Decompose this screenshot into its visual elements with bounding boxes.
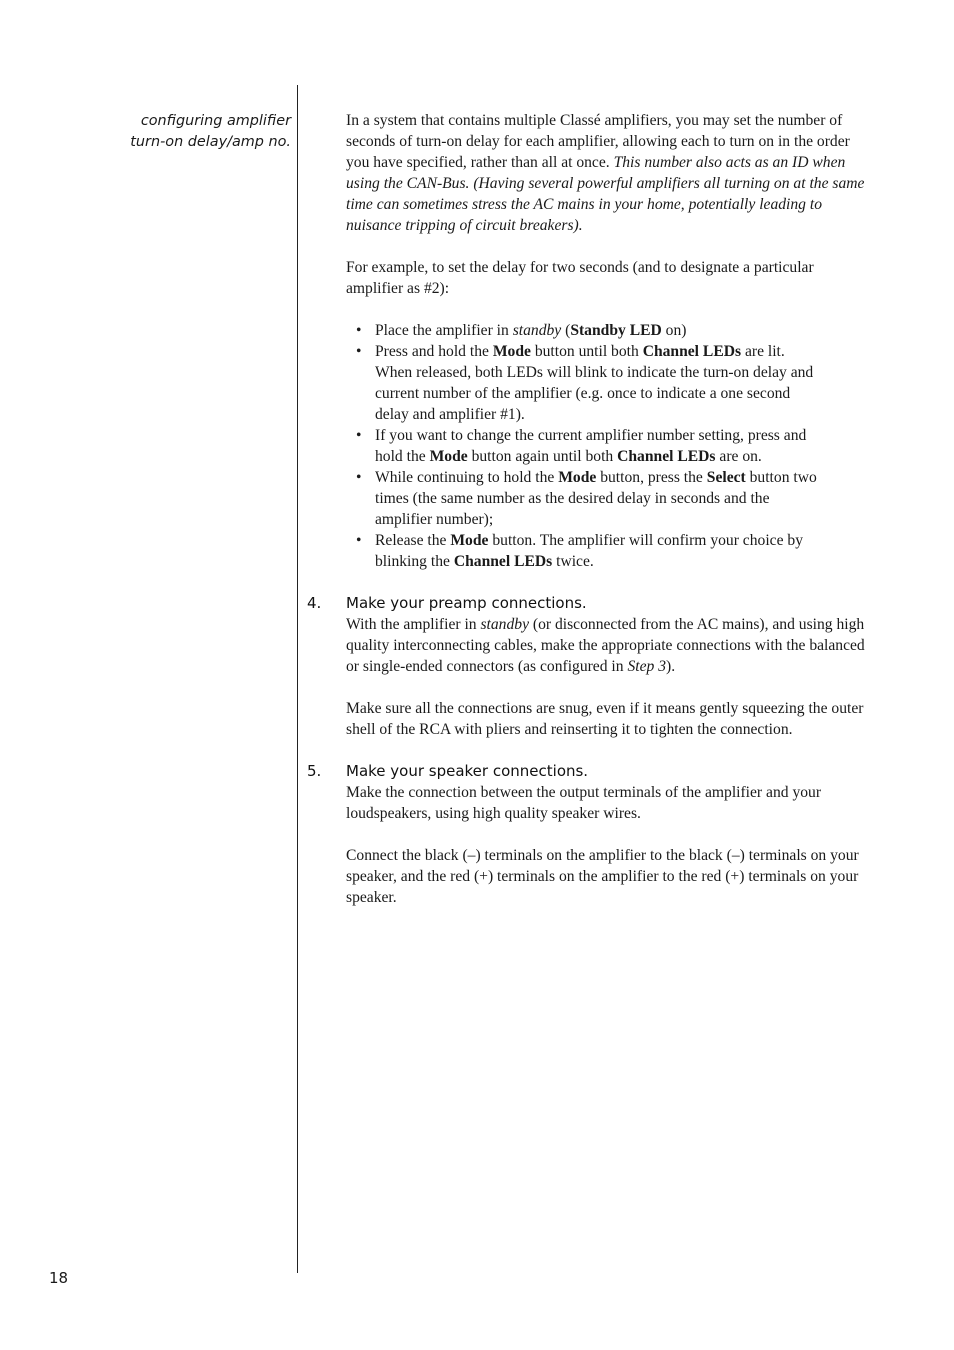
step-4-heading <box>307 593 866 614</box>
step-4-title: Make your preamp connections. <box>346 594 587 612</box>
list-item: • If you want to change the current amplifier number setting, press and hold the Mode button again until both Channel LEDs are on. <box>346 425 821 467</box>
intro-italic-note: This number also acts as an ID when using the CAN-Bus. (Having several powerful amplifiers all turning on at the same time can sometimes stress the AC mains in your home, potentially leading to nuisance tripping of circuit breakers). <box>346 154 865 234</box>
section-heading-line-2: turn-on delay/amp no. <box>130 134 291 150</box>
intro-paragraph <box>346 110 866 236</box>
instruction-list <box>346 320 866 572</box>
step-5-paragraph-2: Connect the black (–) terminals on the amplifier to the black (–) terminals on your speaker, and the red (+) terminals on the amplifier to the red (+) terminals on your speaker. <box>346 847 859 906</box>
example-paragraph: For example, to set the delay for two seconds (and to designate a particular amplifier as #2): <box>346 259 814 297</box>
list-item: • While continuing to hold the Mode button, press the Select button two times (the same number as the desired delay in seconds and the amplifier number); <box>346 467 821 530</box>
list-item: • Release the Mode button. The amplifier will confirm your choice by blinking the Channel LEDs twice. <box>346 530 821 572</box>
section-heading-line-1: configuring amplifier <box>140 113 291 129</box>
step-4-paragraph-1: With the amplifier in standby (or disconnected from the AC mains), and using high quality interconnecting cables, make the appropriate connections with the balanced or single-ended connectors (as configured in Step 3). <box>346 616 865 675</box>
step-5-heading <box>307 761 866 782</box>
step-5-number: 5. <box>307 762 322 780</box>
step-5-title: Make your speaker connections. <box>346 762 589 780</box>
step-4-number: 4. <box>307 594 322 612</box>
step-4-paragraph-2: Make sure all the connections are snug, even if it means gently squeezing the outer shell of the RCA with pliers and reinserting it to tighten the connection. <box>346 700 864 738</box>
main-content <box>307 110 866 908</box>
page-number: 18 <box>49 1269 69 1287</box>
list-item: • Place the amplifier in standby (Standby LED on) <box>346 320 821 341</box>
list-item: • Press and hold the Mode button until both Channel LEDs are lit. When released, both LEDs will blink to indicate the turn-on delay and current number of the amplifier (e.g. once to indicate a one second delay and amplifier #1). <box>346 341 821 425</box>
section-heading <box>60 111 291 153</box>
step-5-paragraph-1: Make the connection between the output terminals of the amplifier and your loudspeakers, using high quality speaker wires. <box>346 784 822 822</box>
intro-text: In a system that contains multiple Classé amplifiers, you may set the number of seconds of turn-on delay for each amplifier, allowing each to turn on in the order you have specified, rather than all at once. <box>346 112 850 171</box>
vertical-divider <box>297 85 298 1273</box>
